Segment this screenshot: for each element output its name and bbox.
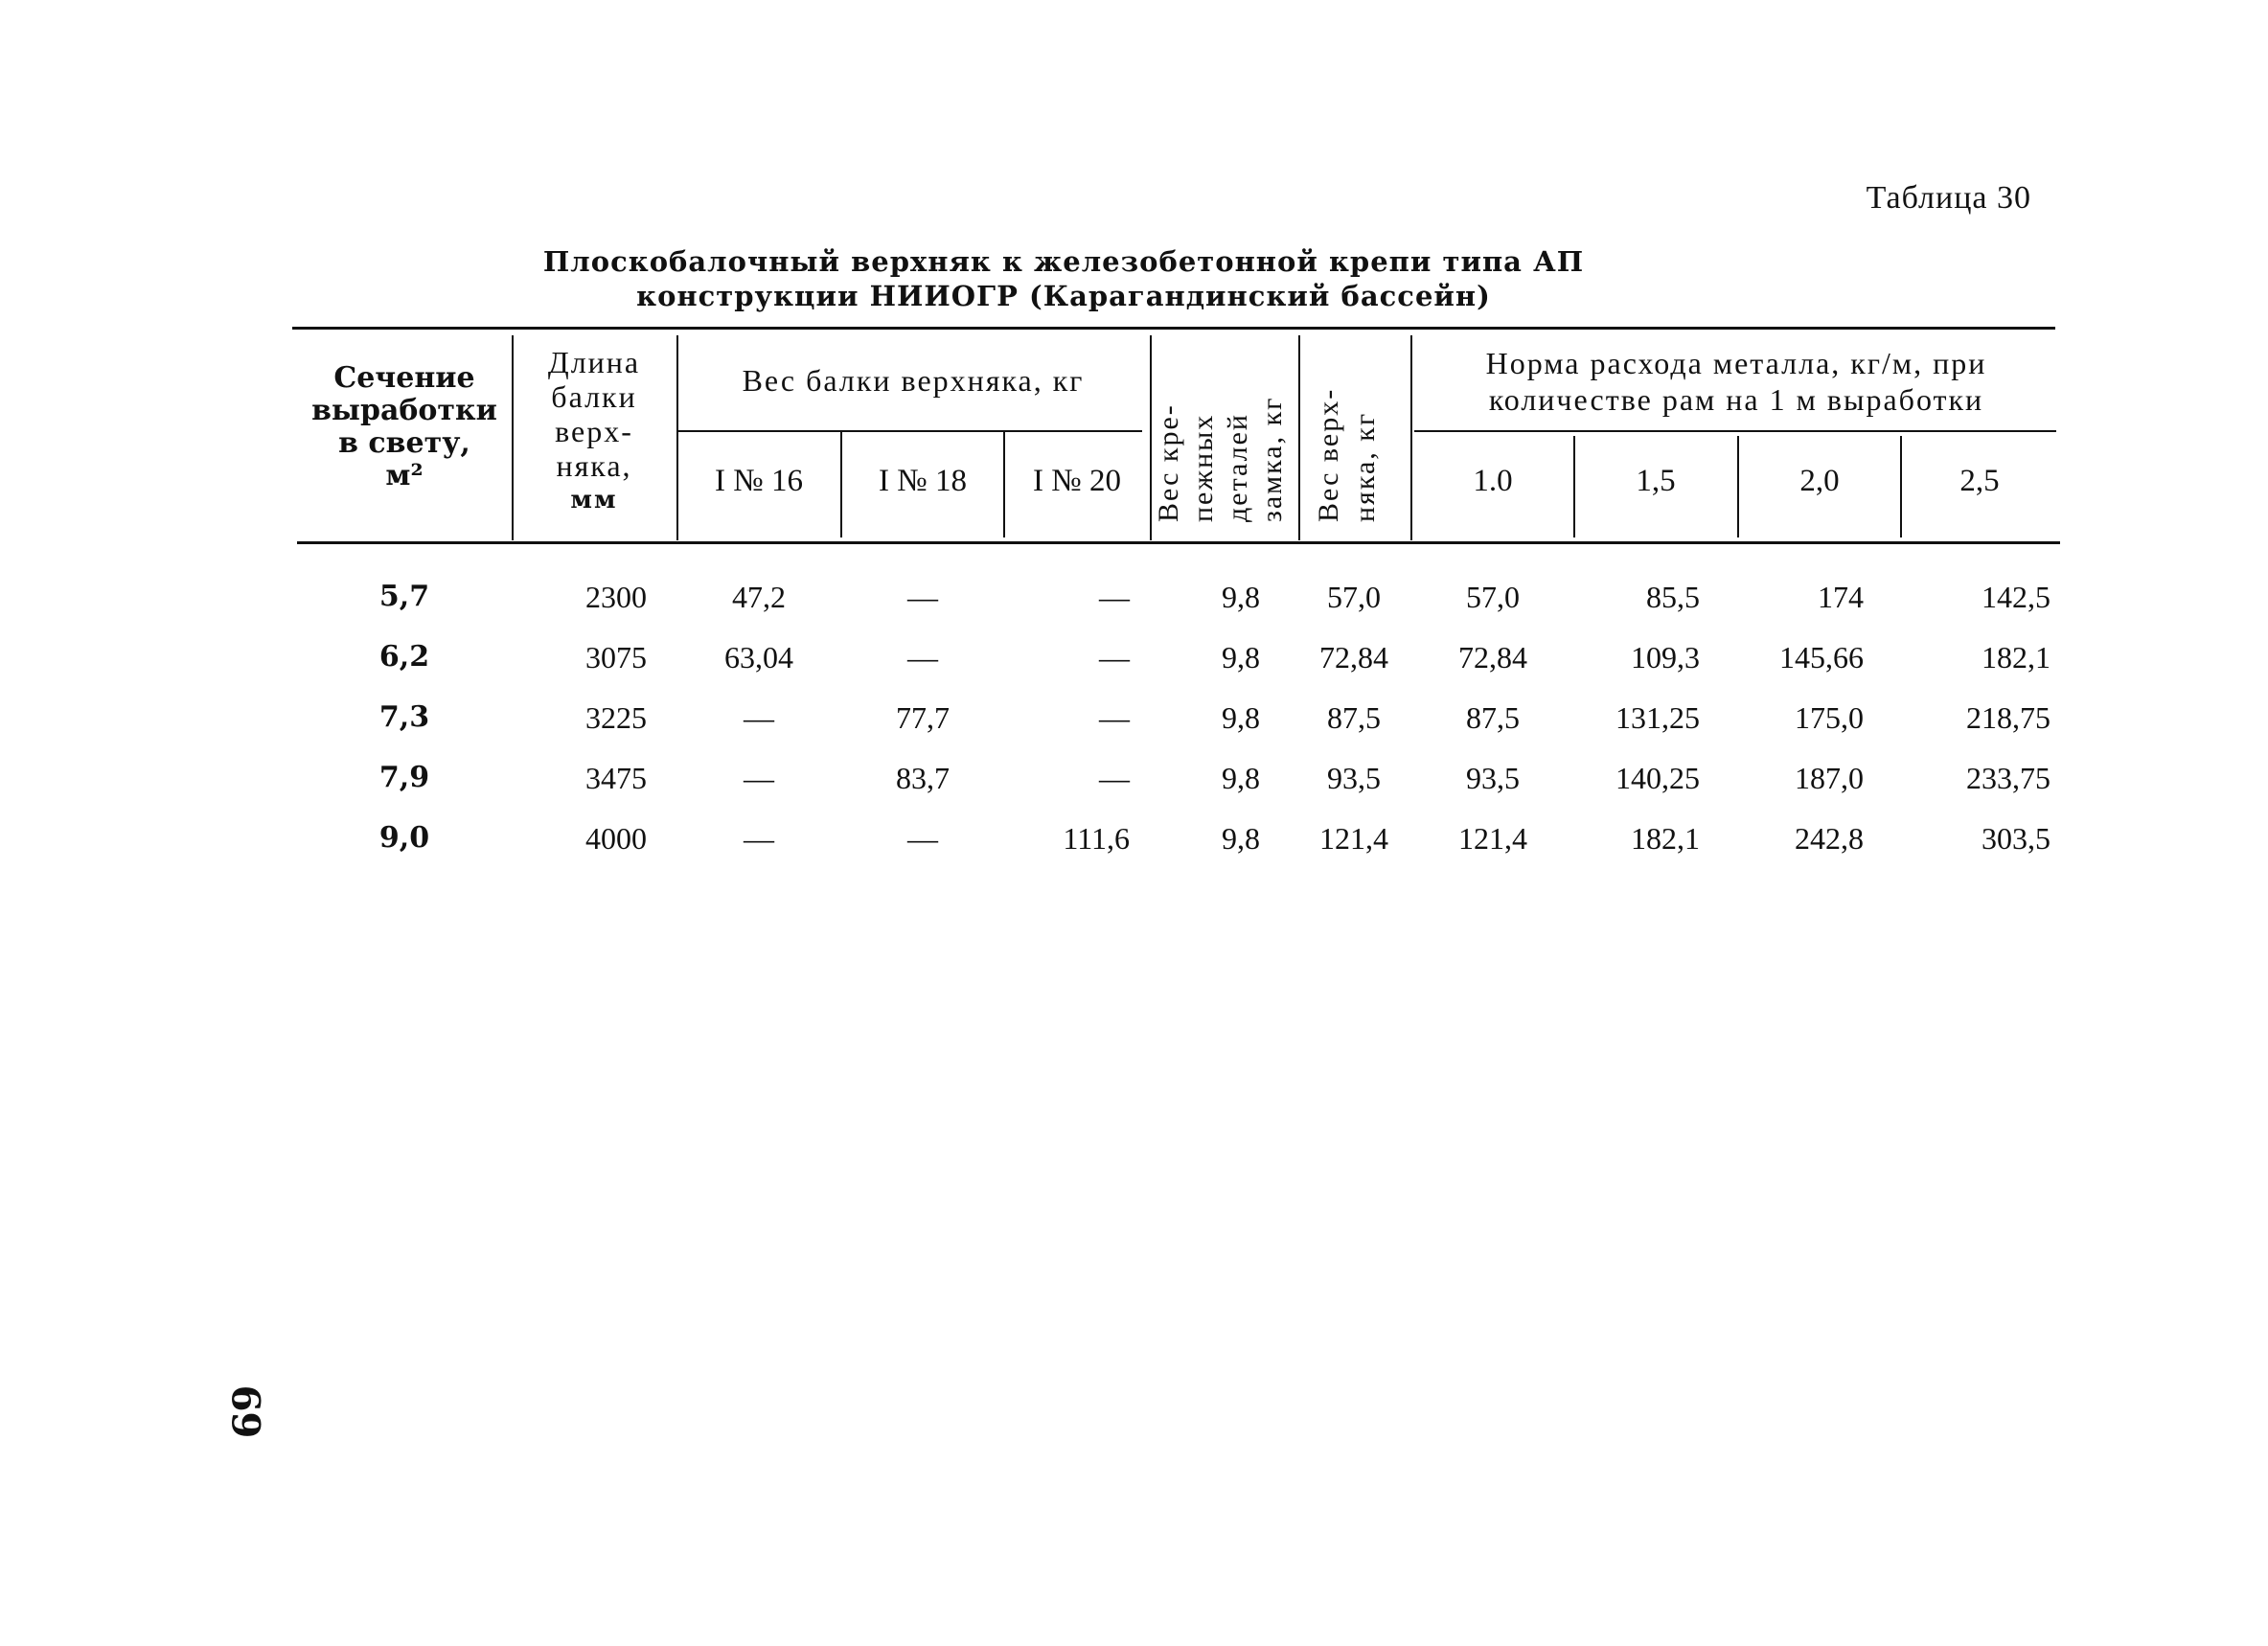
table-cell: 182,1 bbox=[1631, 821, 1700, 856]
row-section-value: 6,2 bbox=[378, 640, 430, 674]
table-cell: 303,5 bbox=[1982, 821, 2050, 856]
table-cell: 145,66 bbox=[1779, 640, 1864, 674]
table-cell: — bbox=[744, 761, 774, 795]
table-cell: — bbox=[1099, 700, 1130, 735]
table-cell: 121,4 bbox=[1319, 821, 1388, 856]
header-norm: Норма расхода металла, кг/м, при количестве рам на 1 м выработки bbox=[1485, 346, 1987, 417]
beam-sub-rule bbox=[678, 430, 1142, 432]
table-cell: 9,8 bbox=[1222, 700, 1260, 735]
table-title-line-2: конструкции НИИОГР (Карагандинский бассейн) bbox=[636, 280, 1491, 312]
table-cell: 3075 bbox=[585, 640, 647, 674]
table-cell: 242,8 bbox=[1795, 821, 1864, 856]
table-cell: 9,8 bbox=[1222, 761, 1260, 795]
table-cell: 2300 bbox=[585, 580, 647, 614]
col-divider bbox=[512, 335, 514, 540]
header-section: Сечение выработки в свету, м² bbox=[311, 361, 497, 492]
table-cell: 63,04 bbox=[724, 640, 793, 674]
table-cell: 3225 bbox=[585, 700, 647, 735]
table-label: Таблица 30 bbox=[1866, 180, 2031, 216]
top-rule bbox=[292, 327, 2055, 330]
row-section-value: 5,7 bbox=[378, 580, 430, 613]
table-cell: 182,1 bbox=[1982, 640, 2050, 674]
beam-type-16: I № 16 bbox=[715, 464, 803, 498]
table-cell: 187,0 bbox=[1795, 761, 1864, 795]
table-cell: 131,25 bbox=[1615, 700, 1700, 735]
frames-1-5: 1,5 bbox=[1636, 464, 1676, 498]
table-title-line-1: Плоскобалочный верхняк к железобетонной крепи типа АП bbox=[542, 245, 1585, 278]
table-cell: 218,75 bbox=[1966, 700, 2050, 735]
table-cell: 87,5 bbox=[1466, 700, 1520, 735]
table-cell: 85,5 bbox=[1646, 580, 1700, 614]
header-bottom-rule bbox=[297, 541, 2060, 544]
table-cell: 9,8 bbox=[1222, 821, 1260, 856]
table-cell: — bbox=[1099, 761, 1130, 795]
table-cell: 9,8 bbox=[1222, 640, 1260, 674]
norm-sub-rule bbox=[1414, 430, 2056, 432]
col-divider bbox=[1410, 335, 1412, 540]
table-cell: 140,25 bbox=[1615, 761, 1700, 795]
beam-type-20: I № 20 bbox=[1033, 464, 1121, 498]
table-cell: — bbox=[907, 580, 938, 614]
table-cell: — bbox=[1099, 640, 1130, 674]
table-cell: 109,3 bbox=[1631, 640, 1700, 674]
row-section-value: 9,0 bbox=[378, 821, 430, 855]
frames-2: 2,0 bbox=[1799, 464, 1840, 498]
table-cell: — bbox=[907, 821, 938, 856]
table-cell: 93,5 bbox=[1466, 761, 1520, 795]
col-divider bbox=[1150, 335, 1152, 540]
table-cell: — bbox=[744, 821, 774, 856]
table-cell: 57,0 bbox=[1466, 580, 1520, 614]
table-cell: 111,6 bbox=[1063, 821, 1130, 856]
col-divider bbox=[1298, 335, 1300, 540]
page-number: 69 bbox=[222, 1384, 268, 1439]
table-cell: 47,2 bbox=[732, 580, 786, 614]
table-cell: 4000 bbox=[585, 821, 647, 856]
frames-2-5: 2,5 bbox=[1959, 464, 2000, 498]
table-cell: 175,0 bbox=[1795, 700, 1864, 735]
table-cell: — bbox=[907, 640, 938, 674]
header-length: Длина балки верх- няка, мм bbox=[547, 345, 641, 514]
table-cell: 77,7 bbox=[896, 700, 950, 735]
table-cell: 72,84 bbox=[1319, 640, 1388, 674]
table-cell: — bbox=[1099, 580, 1130, 614]
header-beam-weight: Вес балки верхняка, кг bbox=[742, 363, 1085, 398]
table-cell: — bbox=[744, 700, 774, 735]
row-section-value: 7,9 bbox=[378, 761, 430, 794]
table-cell: 93,5 bbox=[1327, 761, 1381, 795]
table-cell: 87,5 bbox=[1327, 700, 1381, 735]
table-cell: 142,5 bbox=[1982, 580, 2050, 614]
row-section-value: 7,3 bbox=[378, 700, 430, 734]
beam-type-18: I № 18 bbox=[879, 464, 967, 498]
table-cell: 9,8 bbox=[1222, 580, 1260, 614]
table-cell: 72,84 bbox=[1458, 640, 1527, 674]
table-cell: 121,4 bbox=[1458, 821, 1527, 856]
table-cell: 3475 bbox=[585, 761, 647, 795]
frames-1: 1.0 bbox=[1473, 464, 1513, 498]
table-cell: 57,0 bbox=[1327, 580, 1381, 614]
table-cell: 83,7 bbox=[896, 761, 950, 795]
table-cell: 174 bbox=[1818, 580, 1864, 614]
table-cell: 233,75 bbox=[1966, 761, 2050, 795]
